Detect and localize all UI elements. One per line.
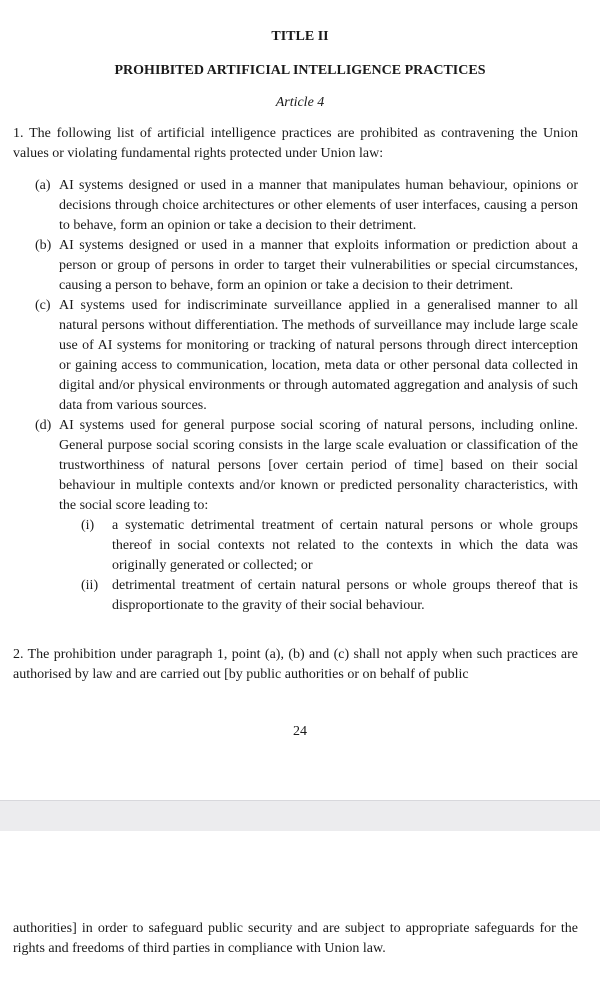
article-heading: Article 4 [275,95,325,110]
sub-list [81,516,578,616]
list-item-a [35,176,578,236]
list-item-label: (b) [35,238,52,253]
list-item-c [35,296,578,416]
sub-item-label: (i) [81,518,95,533]
prohibited-practices-list [35,176,578,616]
document-page-next [0,831,600,1001]
title-subheading: PROHIBITED ARTIFICIAL INTELLIGENCE PRACTICES [114,63,486,78]
list-item-label: (a) [35,178,51,193]
list-item-b [35,236,578,296]
list-item-text: AI systems used for general purpose social scoring of natural persons, including online. General purpose social scoring consists in the large scale evaluation or classification of the trustworthiness of natural persons [over certain period of time] based on their social behaviour in multiple contexts and/or known or predicted personality characteristics, with the social score leading to: [59,418,578,513]
page-separator [0,800,600,832]
sub-item-i [81,516,578,576]
sub-item-text: detrimental treatment of certain natural persons or whole groups thereof that is disproportionate to the gravity of their social behaviour. [112,578,578,613]
paragraph-2: 2. The prohibition under paragraph 1, point (a), (b) and (c) shall not apply when such practices are authorised by law and are carried out [by public authorities or on behalf of public [13,647,578,682]
list-item-label: (d) [35,418,52,433]
paragraph-continuation: authorities] in order to safeguard public security and are subject to appropriate safeguards for the rights and freedoms of third parties in compliance with Union law. [13,921,578,956]
title-heading: TITLE II [271,29,329,44]
sub-item-label: (ii) [81,578,99,593]
list-item-text: AI systems designed or used in a manner that exploits information or prediction about a person or group of persons in order to target their vulnerabilities or special circumstances, causing a person to behave, form an opinion or take a decision to their detriment. [59,238,578,293]
list-item-text: AI systems designed or used in a manner that manipulates human behaviour, opinions or decisions through choice architectures or other elements of user interfaces, causing a person to behave, form an opinion or take a decision to their detriment. [59,178,578,233]
list-item-d [35,416,578,616]
paragraph-1: 1. The following list of artificial intelligence practices are prohibited as contravening the Union values or violating fundamental rights protected under Union law: [13,126,578,161]
list-item-label: (c) [35,298,51,313]
sub-item-ii [81,576,578,616]
list-item-text: AI systems used for indiscriminate surveillance applied in a generalised manner to all natural persons without differentiation. The methods of surveillance may include large scale use of AI systems for monitoring or tracking of natural persons through direct interception or gaining access to communication, location, meta data or other personal data collected in digital and/or physical environments or through automated aggregation and analysis of such data from various sources. [59,298,578,413]
page-number: 24 [293,724,307,739]
sub-item-text: a systematic detrimental treatment of certain natural persons or whole groups thereof in social contexts not related to the contexts in which the data was originally generated or collected; or [112,518,578,573]
